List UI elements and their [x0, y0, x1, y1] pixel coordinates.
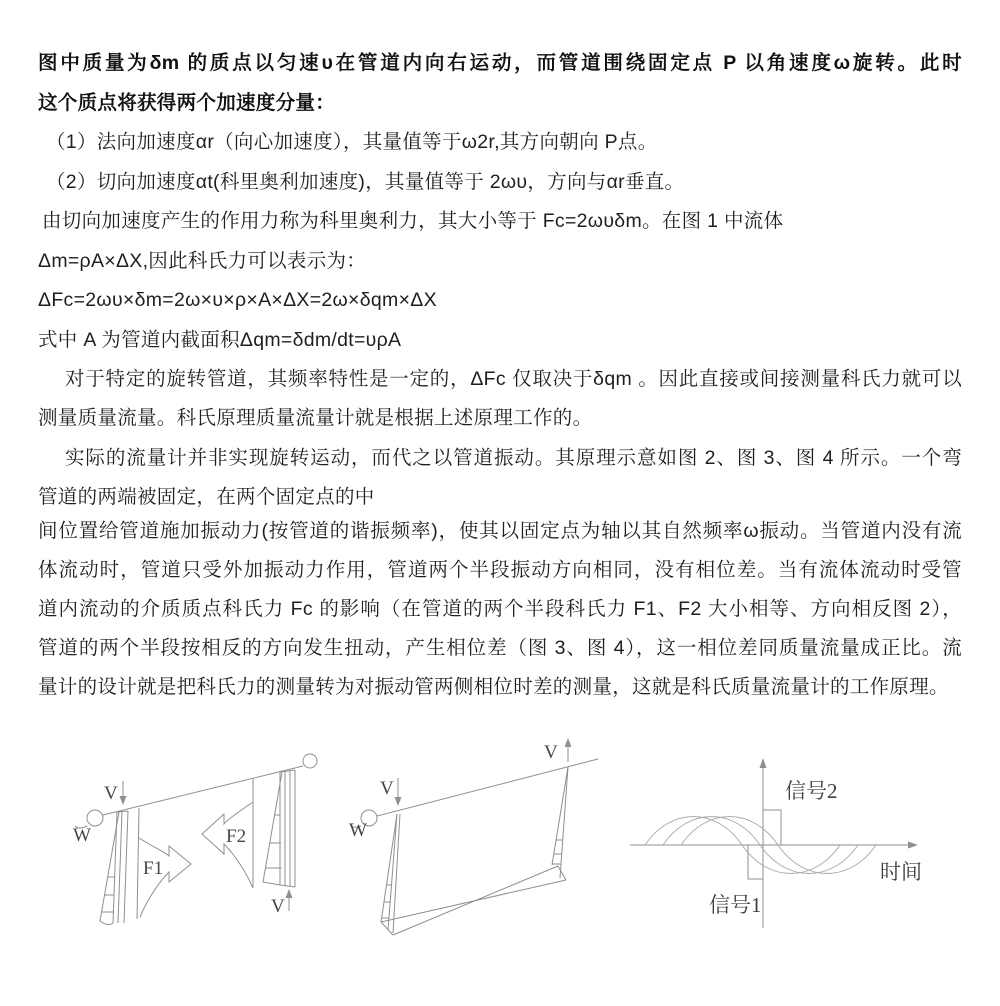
- signal1-pulse: [748, 845, 763, 879]
- label-v-bottom: V: [271, 896, 285, 917]
- label-time: 时间: [880, 860, 922, 884]
- arrowhead-right-icon: [908, 842, 918, 849]
- text-line: 实际的流量计并非实现旋转运动，而代之以管道振动。其原理示意如图 2、图 3、图 4 所示。一个弯: [65, 447, 962, 469]
- text-line: 道内流动的介质质点科氏力 Fc 的影响（在管道的两个半段科氏力 F1、F2 大小相等、方向相反图 2），: [38, 598, 962, 620]
- bottom-edge-b: [393, 866, 558, 935]
- signal-axes: [630, 758, 918, 928]
- arrowhead-up-icon: [565, 738, 572, 747]
- text-line: 图中质量为δm 的质点以匀速υ在管道内向右运动，而管道围绕固定点 P 以角速度ω旋转。此时: [38, 52, 962, 74]
- text-line: 式中 A 为管道内截面积Δqm=δdm/dt=υρA: [38, 329, 402, 351]
- label-v-right: V: [544, 742, 558, 763]
- arrowhead-up-icon: [760, 758, 767, 768]
- text-line: 测量质量流量。科氏原理质量流量计就是根据上述原理工作的。: [38, 407, 593, 429]
- pivot-axis-line: [103, 766, 303, 815]
- label-f1: F1: [143, 858, 164, 879]
- text-line: 这个质点将获得两个加速度分量：: [38, 92, 336, 114]
- text-line: 间位置给管道施加振动力(按管道的谐振频率)，使其以固定点为轴以其自然频率ω振动。当管道内没有流: [38, 520, 962, 542]
- signal2-pulse: [763, 810, 781, 845]
- twisted-tube-drawing: [350, 738, 598, 935]
- label-v-left: V: [380, 778, 394, 799]
- label-signal1: 信号1: [709, 893, 762, 917]
- text-line: 管道的两端被固定，在两个固定点的中: [38, 486, 375, 508]
- right-leg-sweep: [552, 767, 568, 865]
- text-line: 量计的设计就是把科氏力的测量转为对振动管两侧相位时差的测量，这就是科氏质量流量计的工作原理。: [38, 676, 949, 698]
- text-line: 对于特定的旋转管道，其频率特性是一定的，ΔFc 仅取决于δqm 。因此直接或间接测量科氏力就可以: [65, 368, 962, 390]
- text-line: 管道的两个半段按相反的方向发生扭动，产生相位差（图 3、图 4），这一相位差同质量流量成正比。流: [38, 637, 962, 659]
- text-line: 由切向加速度产生的作用力称为科里奥利力，其大小等于 Fc=2ωυδm。在图 1 中流体: [42, 210, 784, 232]
- label-f2: F2: [226, 826, 247, 847]
- text-line: （1）法向加速度αr（向心加速度），其量值等于ω2r,其方向朝向 P点。: [46, 131, 658, 153]
- figure-rotating-tube-forces: [40, 745, 340, 975]
- text-line: Δm=ρA×ΔX,因此科氏力可以表示为：: [38, 250, 367, 272]
- figure-twisted-tube: [340, 728, 630, 980]
- arrowhead-down-icon: [395, 797, 402, 806]
- pivot-circle-left: [87, 810, 103, 826]
- label-v-top: V: [104, 783, 118, 804]
- label-w: W: [73, 825, 91, 846]
- left-tube-rest-line: [137, 808, 139, 919]
- label-signal2: 信号2: [785, 779, 838, 803]
- figure-signal-phase-plot: [613, 748, 983, 938]
- pivot-circle-right: [303, 754, 317, 768]
- label-w: W: [349, 820, 367, 841]
- text-line: ΔFc=2ωυ×δm=2ω×υ×ρ×A×ΔX=2ω×δqm×ΔX: [38, 289, 437, 311]
- text-line: （2）切向加速度αt(科里奥利加速度)，其量值等于 2ωυ，方向与αr垂直。: [46, 171, 685, 193]
- arrowhead-up-icon: [286, 889, 293, 898]
- text-line: 体流动时，管道只受外加振动力作用，管道两个半段振动方向相同，没有相位差。当有流体流动时受管: [38, 559, 962, 581]
- arrowhead-down-icon: [120, 796, 127, 805]
